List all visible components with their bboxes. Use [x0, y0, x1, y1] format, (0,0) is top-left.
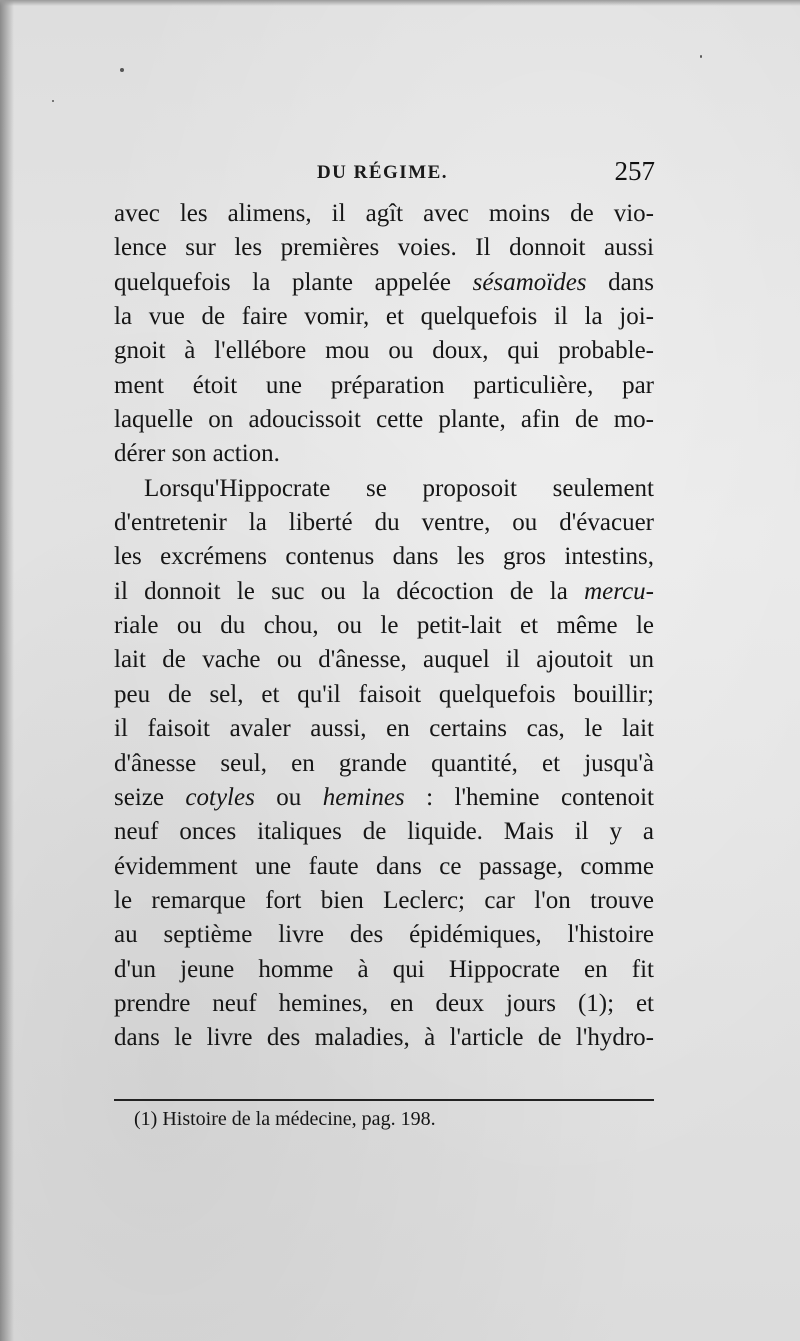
text-line: [114, 953, 654, 987]
text-line: [114, 540, 654, 574]
text-run: d'ânesse seul, en grande quantité, et jusqu'à: [114, 749, 654, 777]
italic-term: cotyles: [185, 783, 255, 811]
text-run: chou: [263, 612, 313, 640]
footnote: (1) Histoire de la médecine, pag. 198.: [134, 1108, 436, 1130]
text-line: [114, 472, 654, 506]
text-line: [114, 437, 654, 471]
text-run: riale: [114, 612, 159, 640]
text-run: dans le livre des maladies, à l'article de l'hydro-: [114, 1024, 654, 1052]
text-run: lait de vache ou d'ânesse, auquel il ajoutoit un: [114, 646, 654, 674]
text-line: [114, 781, 654, 815]
page-number: 257: [614, 156, 655, 186]
text-run: les excrémens contenus dans les gros intestins,: [114, 543, 654, 571]
text-line: [114, 403, 654, 437]
text-line: [114, 506, 654, 540]
text-run: , ou le petit-lait et même le: [312, 612, 655, 640]
text-run: peu de sel, et qu'il faisoit quelquefois bouillir;: [114, 680, 654, 708]
text-line: [114, 266, 654, 300]
paragraph-2: [114, 472, 654, 1056]
text-line: [114, 918, 654, 952]
paragraph-1: [114, 197, 654, 472]
running-head: DU RÉGIME.: [316, 162, 449, 183]
text-run: prendre neuf hemines, en deux jours (1); et: [114, 989, 654, 1017]
text-run: il donnoit le suc ou la décoction de la: [114, 577, 585, 605]
paper-speck: [52, 100, 54, 102]
text-line: [114, 712, 654, 746]
text-line: [114, 197, 654, 231]
text-run: ou du: [158, 612, 264, 640]
text-run: la vue de faire vomir, et quelquefois il la joi-: [114, 303, 654, 331]
text-run: d'entretenir la liberté du ventre, ou d'évacuer: [114, 509, 654, 537]
text-run: le remarque fort bien Leclerc; car l'on trouve: [114, 886, 654, 914]
text-run: Lorsqu'Hippocrate se proposoit seulement: [144, 474, 654, 502]
italic-term: sésamoïdes: [472, 268, 587, 296]
body-text: [114, 197, 654, 1056]
text-run: avec les alimens, il agît avec moins de vio-: [114, 200, 654, 227]
text-line: [114, 987, 654, 1021]
text-line: [114, 300, 654, 334]
text-line: [114, 231, 654, 265]
paper-speck: [120, 68, 124, 72]
text-run: il faisoit avaler aussi, en certains cas, le lait: [114, 715, 654, 743]
text-run: : l'hemine contenoit: [404, 783, 655, 811]
text-run: ment étoit une préparation particulière, par: [114, 371, 654, 399]
text-run: évidemment une faute dans ce passage, comme: [114, 852, 654, 880]
text-line: [114, 643, 654, 677]
paper-speck: [700, 55, 702, 58]
text-run: au septième livre des épidémiques, l'histoire: [114, 921, 654, 949]
text-run: ou: [254, 783, 323, 811]
text-run: quelquefois la plante appelée: [114, 268, 473, 296]
page-header: [110, 156, 655, 196]
text-line: [114, 850, 654, 884]
text-line: [114, 334, 654, 368]
text-run: gnoit à l'ellébore mou ou doux, qui probable-: [114, 337, 654, 365]
top-edge-shadow: [0, 0, 800, 6]
text-line: [114, 815, 654, 849]
text-run: lence sur les premières voies. Il donnoit aussi: [114, 234, 654, 262]
binding-shadow: [0, 0, 14, 1341]
text-line: [114, 747, 654, 781]
text-run: seize: [114, 783, 186, 811]
text-line: [114, 609, 654, 643]
text-line: [114, 369, 654, 403]
text-run: dérer son action.: [114, 440, 280, 468]
text-line: [114, 884, 654, 918]
italic-term: mercu-: [584, 577, 654, 605]
text-line: [114, 678, 654, 712]
text-line: [114, 1021, 654, 1055]
text-run: neuf onces italiques de liquide. Mais il y a: [114, 818, 654, 846]
footnote-rule: [114, 1099, 654, 1101]
text-run: dans: [586, 268, 654, 296]
text-run: d'un jeune homme à qui Hippocrate en fit: [114, 955, 654, 983]
italic-term: hemines: [322, 783, 405, 811]
text-line: [114, 575, 654, 609]
text-run: laquelle on adoucissoit cette plante, afin de mo-: [114, 406, 654, 434]
